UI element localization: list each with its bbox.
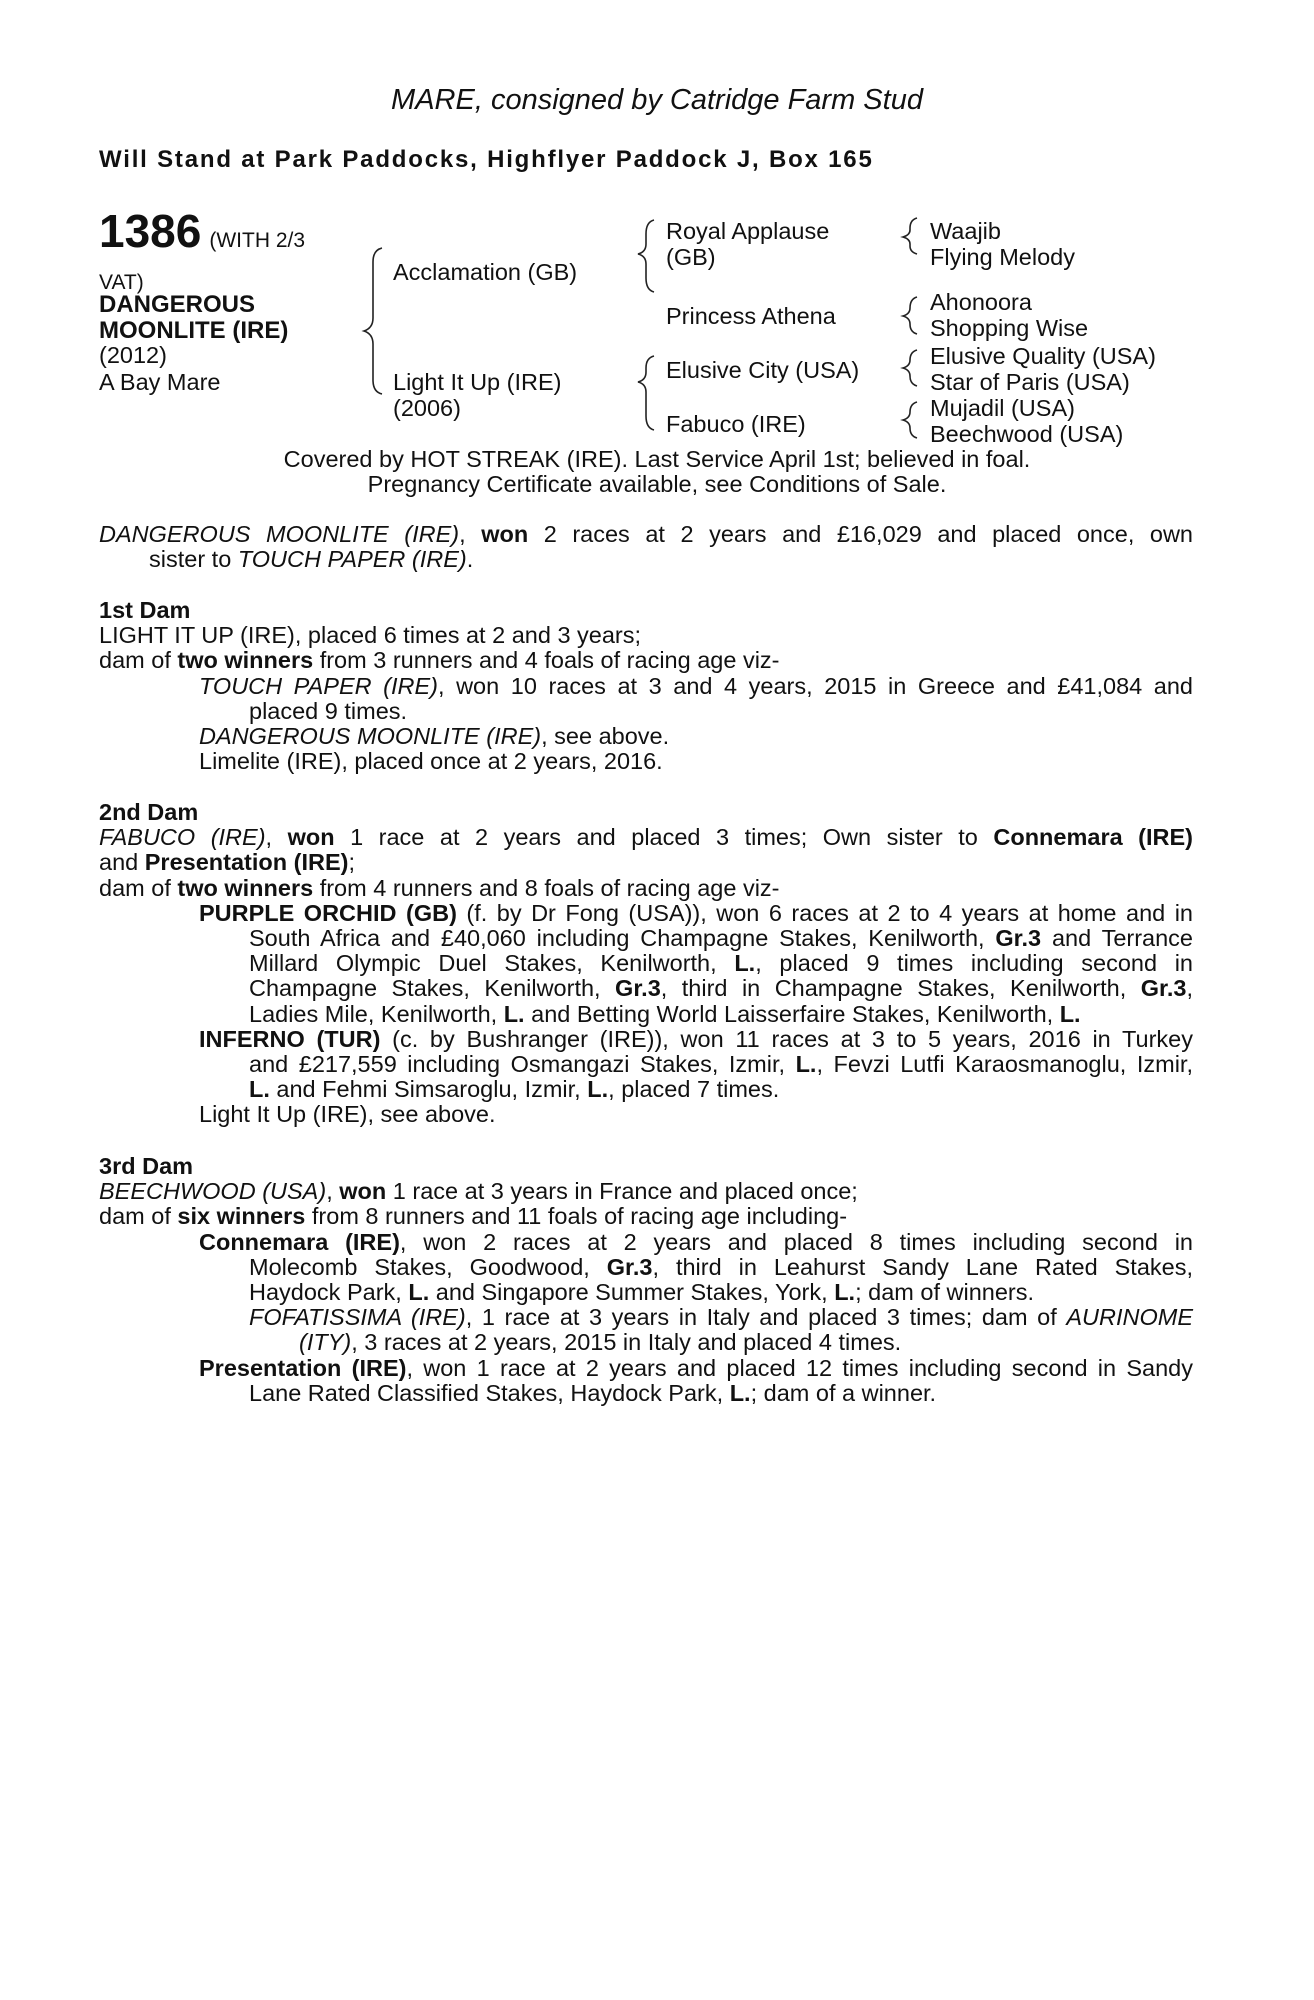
first-dam-section: 1st Dam LIGHT IT UP (IRE), placed 6 times at 2 and 3 years; dam of two winners from 3 runners and 4 foals of racing age viz- TOUCH PAPER (IRE), won 10 races at 3 and 4 years, 2015 in Greece and £41,084 and placed 9 times. DANGEROUS MOONLITE (IRE), see above. Limelite (IRE), placed once at 2 years, 2016. <box>99 597 1193 775</box>
pedigree-ssd: Flying Melody <box>930 244 1075 270</box>
covering-line-2: Pregnancy Certificate available, see Conditions of Sale. <box>367 471 947 497</box>
pedigree-sss: Waajib <box>930 218 1001 244</box>
pedigree-sdd: Shopping Wise <box>930 315 1089 341</box>
lot-number: 1386 (WITH 2/3 <box>99 205 306 257</box>
pedigree-dam-sire: Elusive City (USA) <box>666 357 860 383</box>
pedigree-dss: Elusive Quality (USA) <box>930 343 1156 369</box>
pedigree-sds: Ahonoora <box>930 289 1032 315</box>
covering-line-1: Covered by HOT STREAK (IRE). Last Service April 1st; believed in foal. <box>283 446 1031 472</box>
first-dam-heading: 1st Dam <box>99 597 191 623</box>
pedigree-sire-dam: Princess Athena <box>666 303 836 329</box>
pedigree-sire: Acclamation (GB) <box>393 259 578 285</box>
pedigree-dam-dam: Fabuco (IRE) <box>666 411 806 437</box>
location-line: Will Stand at Park Paddocks, Highflyer Paddock J, Box 165 <box>99 146 874 173</box>
pedigree-ddd: Beechwood (USA) <box>930 421 1124 447</box>
horse-name-2: MOONLITE (IRE) <box>99 317 289 344</box>
pedigree-dam-name: Light It Up (IRE) <box>393 369 562 395</box>
second-dam-section: 2nd Dam FABUCO (IRE), won 1 race at 2 years and placed 3 times; Own sister to Connemara (IRE) and Presentation (IRE); dam of two winners from 4 runners and 8 foals of racing age viz- PURPLE ORCHID (GB) (f. by Dr Fong (USA)), won 6 races at 2 to 4 years at home and in South Africa and £40,060 including Champagne Stakes, Kenilworth, Gr.3 and Terrance Millard Olympic Duel Stakes, Kenilworth, L., placed 9 times including second in Champagne Stakes, Kenilworth, Gr.3, third in Champagne Stakes, Kenilworth, Gr.3, Ladies Mile, Kenilworth, L. and Betting World Laisserfaire Stakes, Kenilworth, L. INFERNO (TUR) (c. by Bushranger (IRE)), won 11 races at 3 to 5 years, 2016 in Turkey and £217,559 including Osmangazi Stakes, Izmir, L., Fevzi Lutfi Karaosmanoglu, Izmir, L. and Fehmi Simsaroglu, Izmir, L., placed 7 times. Light It Up (IRE), see above. <box>99 799 1193 1128</box>
intro-paragraph: DANGEROUS MOONLITE (IRE), won 2 races at 2 years and £16,029 and placed once, own sister to TOUCH PAPER (IRE). <box>99 521 1194 573</box>
pedigree-dsd: Star of Paris (USA) <box>930 369 1130 395</box>
lot-vat-a: (WITH 2/3 <box>209 229 306 252</box>
pedigree-dam-year: (2006) <box>393 395 461 421</box>
horse-year: (2012) <box>99 342 167 368</box>
third-dam-section: 3rd Dam BEECHWOOD (USA), won 1 race at 3 years in France and placed once; dam of six winners from 8 runners and 11 foals of racing age including- Connemara (IRE), won 2 races at 2 years and placed 8 times including second in Molecomb Stakes, Goodwood, Gr.3, third in Leahurst Sandy Lane Rated Stakes, Haydock Park, L. and Singapore Summer Stakes, York, L.; dam of winners. FOFATISSIMA (IRE), 1 race at 3 years in Italy and placed 3 times; dam of AURINOME (ITY), 3 races at 2 years, 2015 in Italy and placed 4 times. Presentation (IRE), won 1 race at 2 years and placed 12 times including second in Sandy Lane Rated Classified Stakes, Haydock Park, L.; dam of a winner. <box>99 1153 1194 1406</box>
pedigree-dds: Mujadil (USA) <box>930 395 1075 421</box>
third-dam-heading: 3rd Dam <box>99 1153 194 1179</box>
lot-vat-b: VAT) <box>99 271 144 294</box>
consignor-line: MARE, consigned by Catridge Farm Stud <box>391 84 923 116</box>
horse-name-1: DANGEROUS <box>99 291 256 318</box>
pedigree-sire-sire-2: (GB) <box>666 244 716 270</box>
horse-description: A Bay Mare <box>99 369 221 395</box>
pedigree-sire-sire-1: Royal Applause <box>666 218 830 244</box>
second-dam-heading: 2nd Dam <box>99 799 199 825</box>
